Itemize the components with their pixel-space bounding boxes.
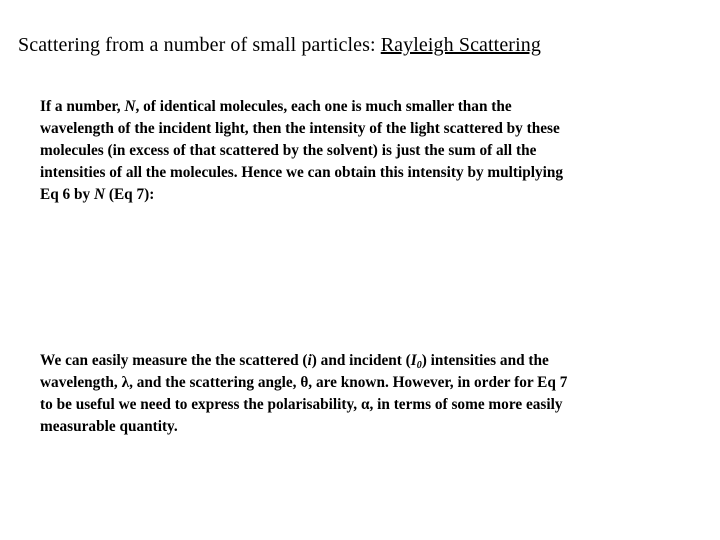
title-prefix: Scattering from a number of small particles:: [18, 34, 381, 56]
paragraph-line: If a number, N, of identical molecules, each one is much smaller than the: [40, 98, 512, 115]
paragraph-line: intensities of all the molecules. Hence we can obtain this intensity by multiplying: [40, 164, 564, 181]
paragraph-line: to be useful we need to express the polarisability, α, in terms of some more easily: [40, 396, 563, 413]
paragraph-line: wavelength of the incident light, then the intensity of the light scattered by these: [40, 120, 560, 137]
paragraph-line: molecules (in excess of that scattered by the solvent) is just the sum of all the: [40, 142, 537, 159]
paragraph-line: Eq 6 by N (Eq 7):: [40, 186, 155, 203]
variable-n: N: [94, 186, 106, 203]
paragraph-line: We can easily measure the the scattered (i) and incident $(I_0)$ intensities and the: [40, 352, 549, 371]
measurement-paragraph: [40, 350, 680, 438]
variable-n: N: [124, 98, 136, 115]
variable-i0: $I_0$: [410, 352, 422, 371]
slide-title: [18, 34, 708, 57]
title-highlight: Rayleigh Scattering: [380, 34, 541, 56]
paragraph-line: measurable quantity.: [40, 418, 178, 435]
intro-paragraph: [40, 96, 680, 206]
paragraph-line: wavelength, λ, and the scattering angle, θ, are known. However, in order for Eq 7: [40, 374, 568, 391]
variable-i: i: [307, 352, 312, 369]
